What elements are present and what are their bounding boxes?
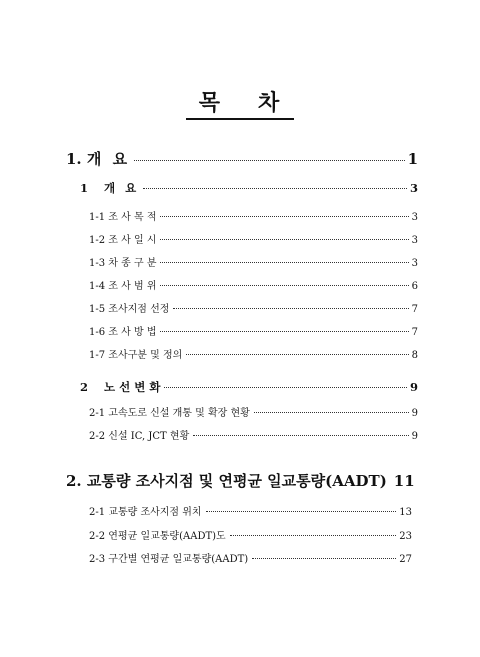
toc-page: 27: [399, 554, 412, 565]
dot-leader: [164, 387, 407, 388]
toc-number: 2.: [66, 472, 82, 490]
toc-entry-2[interactable]: [66, 470, 415, 491]
title-right: 차: [258, 90, 282, 116]
dot-leader: [254, 412, 409, 413]
toc-page: 13: [399, 507, 412, 518]
toc-page: 7: [411, 327, 418, 338]
dot-leader: [252, 558, 396, 559]
toc-page: 7: [411, 304, 418, 315]
toc-page: 1: [407, 150, 418, 168]
toc-number: 1.: [66, 150, 82, 168]
toc-label: 조 사 일 시: [108, 235, 157, 246]
toc-label: 신설 IC, JCT 현황: [108, 431, 190, 442]
toc-label: 연평균 일교통량(AADT)도: [108, 531, 226, 542]
dot-leader: [160, 262, 408, 263]
toc-label: 차 종 구 분: [108, 258, 157, 269]
title-left: 목: [198, 90, 222, 116]
toc-entry-2-1[interactable]: 2-1 고속도로 신설 개통 및 확장 현황 9: [89, 408, 418, 419]
dot-leader: [173, 308, 408, 309]
toc-number: 1: [80, 181, 89, 195]
toc-entry-1-3[interactable]: 1-3 차 종 구 분 3: [89, 258, 418, 269]
toc-label: 개 요: [104, 181, 140, 195]
toc-entry-1-6[interactable]: 1-6 조 사 방 법 7: [89, 327, 418, 338]
toc-entry-2-2[interactable]: 2-2 신설 IC, JCT 현황 9: [89, 431, 418, 442]
dot-leader: [206, 511, 397, 512]
toc-page: 8: [411, 350, 418, 361]
toc-page: 3: [411, 258, 418, 269]
dot-leader: [230, 535, 397, 536]
toc-label: 조 사 방 법: [108, 327, 157, 338]
toc-page: 3: [411, 212, 418, 223]
toc-entry-2-3b[interactable]: 2-3 구간별 연평균 일교통량(AADT) 27: [89, 554, 412, 565]
toc-page: 23: [399, 531, 412, 542]
toc-label: 조사지점 선정: [108, 304, 170, 315]
toc-entry-2-1b[interactable]: 2-1 교통량 조사지점 위치 13: [89, 507, 412, 518]
toc-page: 9: [411, 431, 418, 442]
dot-leader: [160, 285, 408, 286]
dot-leader: [160, 216, 408, 217]
toc-label: 구간별 연평균 일교통량(AADT): [108, 554, 249, 565]
dot-leader: [143, 188, 407, 189]
dot-leader: [160, 331, 408, 332]
toc-entry-1-4[interactable]: 1-4 조 사 범 위 6: [89, 281, 418, 292]
toc-page: 6: [411, 281, 418, 292]
toc-page: 9: [411, 408, 418, 419]
toc-entry-1-7[interactable]: 1-7 조사구분 및 정의 8: [89, 350, 418, 361]
toc-page: 11: [393, 472, 415, 490]
toc-label: 개 요: [86, 150, 131, 168]
toc-page: 3: [411, 235, 418, 246]
toc-label: 교통량 조사지점 및 연평균 일교통량(AADT): [86, 472, 387, 490]
toc-page: 9: [409, 380, 418, 394]
dot-leader: [160, 239, 408, 240]
toc-entry-1-1[interactable]: 1-1 조 사 목 적 3: [89, 212, 418, 223]
dot-leader: [134, 160, 404, 161]
dot-leader: [193, 435, 408, 436]
toc-entry-1[interactable]: [66, 148, 418, 169]
toc-label: 노 선 변 화: [104, 380, 161, 394]
toc-label: 고속도로 신설 개통 및 확장 현황: [108, 408, 250, 419]
toc-label: 조 사 범 위: [108, 281, 157, 292]
toc-label: 교통량 조사지점 위치: [108, 507, 202, 518]
toc-entry-1-2[interactable]: 1-2 조 사 일 시 3: [89, 235, 418, 246]
toc-number: 2: [80, 380, 89, 394]
dot-leader: [186, 354, 408, 355]
toc-page: 3: [409, 181, 418, 195]
toc-entry-1-sub[interactable]: [80, 180, 418, 196]
toc-entry-2-2b[interactable]: 2-2 연평균 일교통량(AADT)도 23: [89, 531, 412, 542]
toc-label: 조 사 목 적: [108, 212, 157, 223]
toc-entry-1-5[interactable]: 1-5 조사지점 선정 7: [89, 304, 418, 315]
toc-entry-2-sub[interactable]: [80, 379, 418, 395]
page-title: [186, 90, 294, 120]
toc-label: 조사구분 및 정의: [108, 350, 183, 361]
